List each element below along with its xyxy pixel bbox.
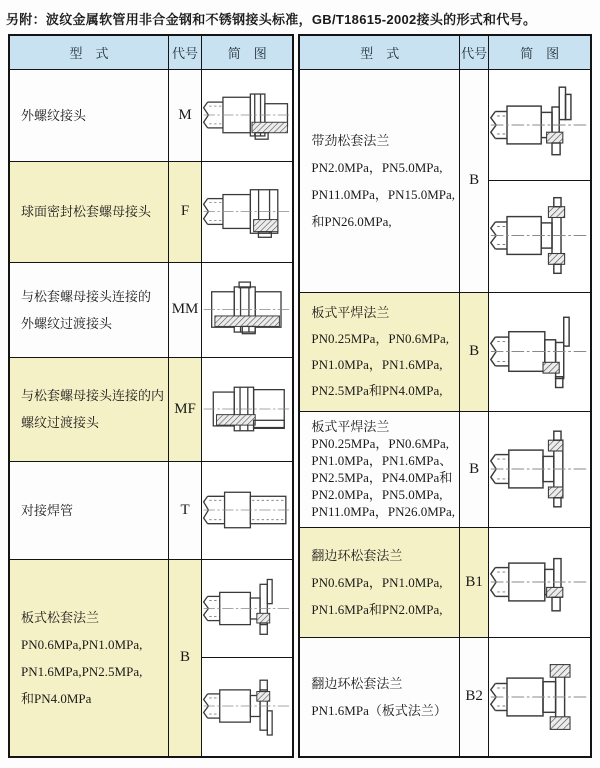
butt-weld-drawing (202, 462, 292, 558)
fitting-type-name: 带劲松套法兰 (311, 132, 390, 148)
table-row (9, 357, 293, 461)
tables-wrap (8, 34, 592, 758)
header-row (9, 35, 293, 69)
header-diagram: 简 图 (489, 35, 591, 69)
fitting-diagram-cell (489, 411, 591, 527)
fitting-diagram-cell (489, 527, 591, 637)
fitting-type-cell (9, 461, 169, 559)
fitting-code: B (460, 69, 489, 292)
fitting-code: B (169, 559, 202, 757)
fitting-diagram-cell (202, 461, 294, 559)
butt-weld-diagram (202, 462, 292, 558)
fitting-pressure-rating: PN2.5MPa，PN4.0MPa和 (311, 470, 453, 485)
fitting-code: M (169, 69, 202, 161)
fitting-pressure-rating: 螺纹过渡接头 (21, 415, 100, 430)
male-female-drawing (202, 358, 292, 460)
fitting-pressure-rating: PN2.5MPa和PN4.0MPa, (311, 382, 443, 398)
table-row (9, 161, 293, 262)
fitting-diagram-cell (202, 161, 294, 262)
fitting-type-name: 与松套螺母接头连接的内 (21, 388, 165, 403)
fitting-type-cell (9, 69, 169, 161)
fitting-type-cell (299, 527, 459, 637)
fitting-type-name: 板式平焊法兰 (311, 419, 390, 434)
plate-loose-b-diagram (202, 657, 292, 754)
fitting-type-name: 球面密封松套螺母接头 (21, 204, 152, 219)
flare-plate-diagram (489, 638, 590, 756)
flare-plate-drawing (489, 638, 590, 756)
fitting-type-name: 板式松套法兰 (21, 609, 100, 625)
fittings-table-left (8, 34, 294, 758)
plate-loose-a-drawing (202, 560, 292, 657)
neck-loose-b-drawing (489, 181, 590, 290)
fitting-code: T (169, 461, 202, 559)
plate-weld-b-drawing (489, 412, 590, 526)
fitting-pressure-rating: PN11.0MPa，PN15.0MPa, (311, 186, 456, 202)
fitting-code: B2 (460, 637, 489, 757)
fitting-type-name: 板式平焊法兰 (311, 304, 390, 320)
table-row (299, 637, 591, 757)
header-row (299, 35, 591, 69)
fitting-type-cell (299, 292, 459, 411)
table-row (9, 69, 293, 161)
fitting-pressure-rating: PN0.6MPa，PN1.0MPa, (311, 574, 443, 590)
fitting-code: B (460, 411, 489, 527)
male-thread-drawing (202, 70, 292, 160)
plate-weld-a-diagram (489, 293, 590, 410)
fitting-diagram-cell (489, 69, 591, 292)
page-title: 另附：波纹金属软管用非合金钢和不锈钢接头标准，GB/T18615-2002接头的形式和代号。 (6, 12, 537, 27)
header-type: 型 式 (9, 35, 169, 69)
double-male-diagram (202, 263, 292, 356)
plate-loose-a-diagram (202, 560, 292, 657)
plate-weld-b-diagram (489, 412, 590, 526)
fitting-pressure-rating: 外螺纹过渡接头 (21, 315, 113, 331)
table-row (299, 69, 591, 292)
fitting-pressure-rating: PN0.25MPa，PN0.6MPa, (311, 436, 450, 451)
table-row (9, 559, 293, 757)
fitting-code: MM (169, 262, 202, 357)
neck-loose-a-diagram (489, 70, 590, 180)
fitting-pressure-rating: PN11.0MPa，PN26.0MPa, (311, 504, 456, 519)
fitting-diagram-cell (489, 637, 591, 757)
fitting-diagram-cell (202, 559, 294, 757)
fitting-pressure-rating: 和PN4.0MPa (21, 690, 92, 706)
fitting-pressure-rating: PN1.0MPa，PN1.6MPa、 (311, 453, 453, 468)
neck-loose-b-diagram (489, 180, 590, 290)
fitting-pressure-rating: PN1.0MPa，PN1.6MPa, (311, 356, 443, 372)
fitting-type-cell (9, 161, 169, 262)
header-code: 代号 (460, 35, 489, 69)
table-row (299, 292, 591, 411)
flare-loose-diagram (489, 528, 590, 636)
fitting-pressure-rating: 和PN26.0MPa, (311, 213, 392, 229)
fitting-type-name: 对接焊管 (21, 502, 74, 518)
fitting-type-name: 外螺纹接头 (21, 107, 87, 123)
fitting-pressure-rating: PN0.25MPa，PN0.6MPa, (311, 330, 450, 346)
fitting-diagram-cell (202, 357, 294, 461)
fitting-type-cell (299, 411, 459, 527)
fitting-type-name: 翻边环松套法兰 (311, 675, 403, 691)
neck-loose-a-drawing (489, 70, 590, 180)
table-row (9, 461, 293, 559)
fitting-pressure-rating: PN1.6MPa,PN2.5MPa, (21, 663, 143, 679)
fitting-pressure-rating: PN2.0MPa，PN5.0MPa, (311, 487, 443, 502)
fitting-diagram-cell (202, 262, 294, 357)
fitting-code: F (169, 161, 202, 262)
plate-loose-b-drawing (202, 658, 292, 754)
header-type: 型 式 (299, 35, 459, 69)
fitting-type-cell (9, 559, 169, 757)
fitting-pressure-rating: PN2.0MPa，PN5.0MPa, (311, 159, 443, 175)
fitting-pressure-rating: PN1.6MPa（板式法兰） (311, 702, 447, 718)
table-row (299, 411, 591, 527)
flare-loose-drawing (489, 528, 590, 636)
fitting-type-cell (9, 262, 169, 357)
fitting-type-cell (299, 637, 459, 757)
fitting-type-cell (299, 69, 459, 292)
fitting-diagram-cell (202, 69, 294, 161)
sphere-nut-diagram (202, 162, 292, 261)
fittings-table-right (298, 34, 592, 758)
header-diagram: 简 图 (202, 35, 294, 69)
fitting-code: B1 (460, 527, 489, 637)
fitting-type-name: 与松套螺母接头连接的 (21, 288, 152, 304)
plate-weld-a-drawing (489, 293, 590, 410)
table-row (9, 262, 293, 357)
fitting-type-cell (9, 357, 169, 461)
header-code: 代号 (169, 35, 202, 69)
fitting-code: MF (169, 357, 202, 461)
fitting-pressure-rating: PN1.6MPa和PN2.0MPa, (311, 601, 443, 617)
male-thread-diagram (202, 70, 292, 160)
fitting-pressure-rating: PN0.6MPa,PN1.0MPa, (21, 636, 143, 652)
double-male-drawing (202, 263, 292, 356)
fitting-diagram-cell (489, 292, 591, 411)
fitting-type-name: 翻边环松套法兰 (311, 547, 403, 563)
table-row (299, 527, 591, 637)
fitting-code: B (460, 292, 489, 411)
sphere-nut-drawing (202, 162, 292, 261)
male-female-diagram (202, 358, 292, 460)
